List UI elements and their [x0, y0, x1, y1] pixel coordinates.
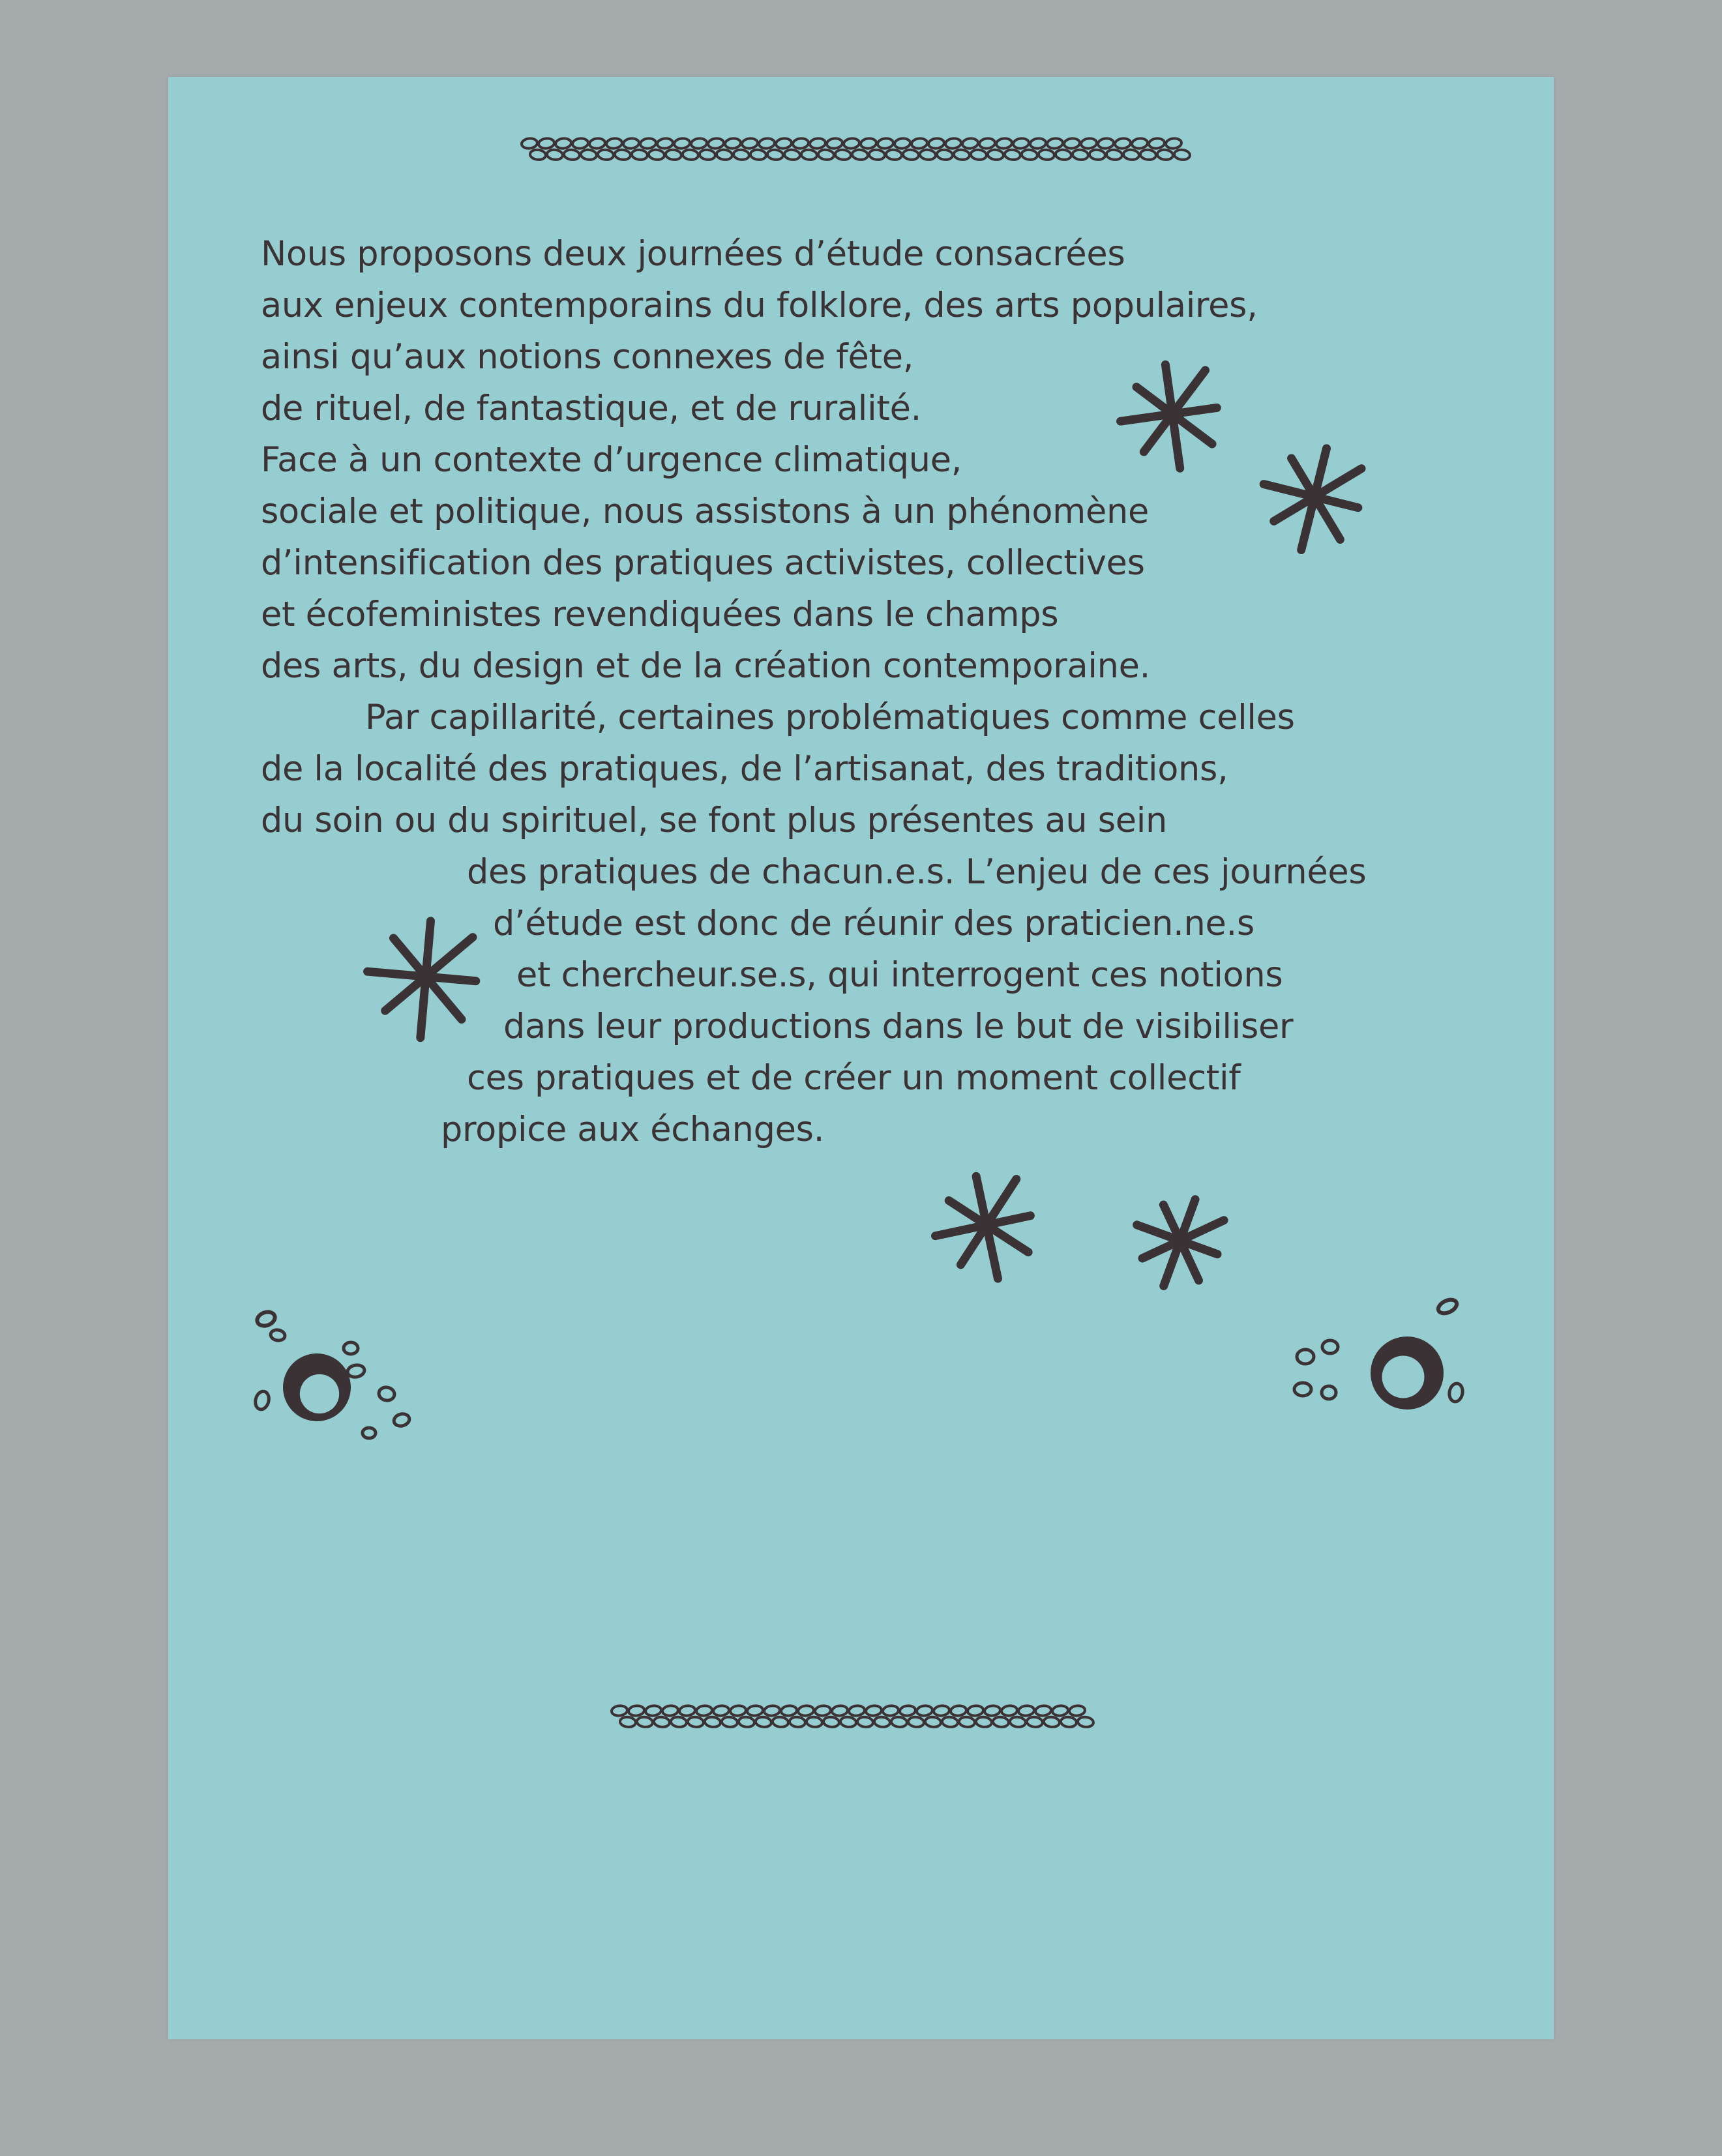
- text-line-5: Face à un contexte d’urgence climatique,: [261, 440, 962, 480]
- paper-sheet: [168, 77, 1554, 2039]
- bubble-cluster-icon: [1277, 1282, 1472, 1451]
- text-line-10: Par capillarité, certaines problématiques comme celles: [365, 698, 1295, 737]
- text-line-12: du soin ou du spirituel, se font plus présentes au sein: [261, 801, 1168, 840]
- star-doodle-icon: [1107, 355, 1238, 473]
- top-chain-border-icon: [520, 134, 1198, 163]
- text-line-9: des arts, du design et de la création contemporaine.: [261, 646, 1150, 686]
- star-doodle-icon: [1256, 432, 1373, 562]
- text-line-2: aux enjeux contemporains du folklore, des arts populaires,: [261, 286, 1258, 325]
- text-line-13: des pratiques de chacun.e.s. L’enjeu de ces journées: [467, 852, 1367, 892]
- text-line-17: ces pratiques et de créer un moment collectif: [467, 1058, 1241, 1098]
- bottom-chain-border-icon: [610, 1702, 1106, 1730]
- text-line-3: ainsi qu’aux notions connexes de fête,: [261, 337, 914, 377]
- text-line-8: et écofeministes revendiquées dans le champs: [261, 595, 1059, 634]
- text-line-14: d’étude est donc de réunir des praticien.ne.s: [493, 904, 1254, 943]
- star-doodle-icon: [928, 1163, 1045, 1287]
- star-doodle-icon: [361, 911, 491, 1042]
- bubble-cluster-icon: [253, 1296, 436, 1453]
- text-line-4: de rituel, de fantastique, et de ruralité.: [261, 389, 922, 428]
- star-doodle-icon: [1128, 1185, 1232, 1296]
- text-line-1: Nous proposons deux journées d’étude consacrées: [261, 234, 1125, 274]
- text-line-15: et chercheur.se.s, qui interrogent ces notions: [516, 955, 1283, 995]
- text-line-16: dans leur productions dans le but de visibiliser: [503, 1007, 1294, 1046]
- text-line-11: de la localité des pratiques, de l’artisanat, des traditions,: [261, 749, 1228, 789]
- text-line-7: d’intensification des pratiques activistes, collectives: [261, 543, 1145, 583]
- text-line-6: sociale et politique, nous assistons à un phénomène: [261, 492, 1149, 531]
- text-line-18: propice aux échanges.: [441, 1110, 825, 1149]
